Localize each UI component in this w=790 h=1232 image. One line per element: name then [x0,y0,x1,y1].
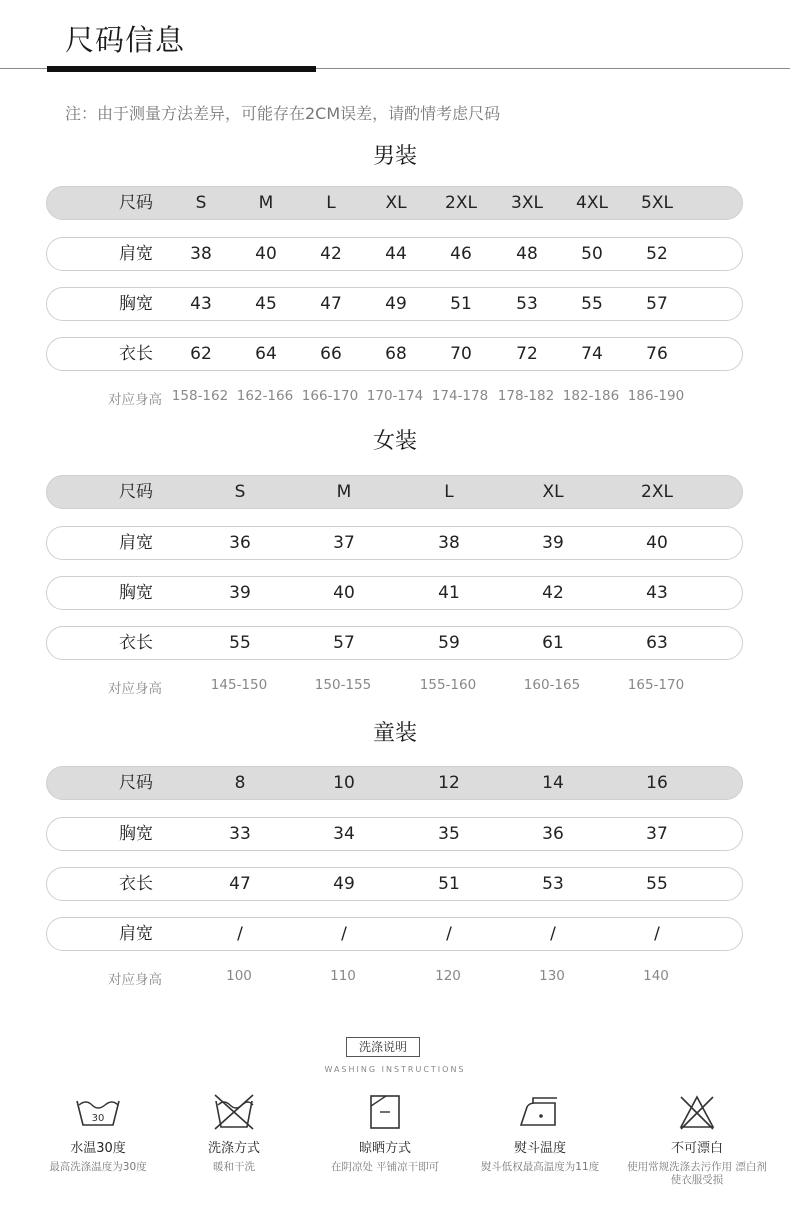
table-cell: 57 [646,294,668,314]
table-cell: 36 [229,533,251,553]
no-bleach-icon [677,1093,717,1131]
row-label: 胸宽 [119,824,153,844]
table-cell: 33 [229,824,251,844]
table-cell: 40 [255,244,277,264]
care-item-water-temp [23,1093,173,1174]
care-desc: 最高洗涤温度为30度 [49,1161,147,1173]
table-row [46,867,743,901]
height-value: 100 [226,968,252,984]
size-note: 注：由于测量方法差异，可能存在2CM误差，请酌情考虑尺码 [65,104,501,123]
table-cell: 47 [229,874,251,894]
table-cell: 43 [646,583,668,603]
size-label: M [336,482,352,502]
height-label: 对应身高 [108,392,162,408]
table-cell: / [341,924,347,944]
height-value: 130 [539,968,565,984]
care-item-bleach [622,1093,772,1187]
table-cell: / [654,924,660,944]
height-value: 110 [330,968,356,984]
size-label: 4XL [576,193,608,213]
header-accent-bar [47,66,316,72]
height-value: 155-160 [419,677,477,693]
row-label: 肩宽 [119,244,153,264]
table-cell: 55 [646,874,668,894]
size-label: L [326,193,336,213]
height-value: 162-166 [236,388,294,404]
table-cell: 38 [438,533,460,553]
height-label: 对应身高 [108,681,162,697]
height-value: 166-170 [301,388,359,404]
table-cell: 42 [542,583,564,603]
table-cell: 76 [646,344,668,364]
section-title: 女装 [372,429,417,454]
size-label: S [234,482,246,502]
table-cell: 55 [581,294,603,314]
table-cell: 49 [385,294,407,314]
height-row [46,968,743,988]
table-cell: 38 [190,244,212,264]
table-row [46,526,743,560]
table-row [46,237,743,271]
table-cell: 53 [516,294,538,314]
table-cell: 46 [450,244,472,264]
care-desc: 在阴凉处 平铺凉干即可 [330,1161,440,1173]
size-label: 5XL [641,193,673,213]
table-cell: 57 [333,633,355,653]
care-item-ironing [465,1093,615,1174]
shade-dry-icon [366,1093,404,1131]
table-cell: 42 [320,244,342,264]
table-cell: 41 [438,583,460,603]
row-label: 尺码 [119,193,153,213]
table-row [46,337,743,371]
care-desc: 熨斗低权最高温度为11度 [480,1161,600,1173]
size-label: 16 [646,773,668,793]
care-desc: 使用常规洗涤去污作用 漂白剂使衣服受损 [627,1161,767,1186]
size-label: 2XL [445,193,477,213]
table-cell: 49 [333,874,355,894]
section-title: 童装 [372,721,417,746]
table-cell: / [550,924,556,944]
table-cell: 63 [646,633,668,653]
row-label: 肩宽 [119,533,153,553]
table-cell: 66 [320,344,342,364]
size-label: S [195,193,207,213]
height-value: 170-174 [366,388,424,404]
height-row [46,677,743,697]
size-label: 14 [542,773,564,793]
table-cell: / [237,924,243,944]
section-title: 男装 [372,144,417,169]
table-cell: 68 [385,344,407,364]
row-label: 胸宽 [119,583,153,603]
care-title: 水温30度 [70,1141,126,1156]
row-label: 尺码 [119,773,153,793]
height-value: 182-186 [562,388,620,404]
row-label: 衣长 [119,633,153,653]
row-label: 胸宽 [119,294,153,314]
table-cell: 39 [542,533,564,553]
table-cell: 51 [438,874,460,894]
table-cell: 37 [333,533,355,553]
table-cell: 48 [516,244,538,264]
table-cell: 52 [646,244,668,264]
table-cell: 40 [333,583,355,603]
table-cell: 51 [450,294,472,314]
table-cell: 50 [581,244,603,264]
washing-subtitle: WASHING INSTRUCTIONS [324,1065,466,1074]
size-label: XL [385,193,407,213]
table-row [46,576,743,610]
table-header-row [46,475,743,509]
table-cell: 62 [190,344,212,364]
height-value: 120 [435,968,461,984]
no-wash-icon [212,1093,256,1131]
table-cell: 44 [385,244,407,264]
wash-temp-label: 30 [91,1113,105,1124]
size-label: 2XL [641,482,673,502]
size-label: 8 [234,773,246,793]
table-row [46,287,743,321]
table-cell: 34 [333,824,355,844]
wash-30-icon [73,1093,123,1131]
height-value: 158-162 [171,388,229,404]
care-title: 熨斗温度 [513,1141,566,1156]
table-header-row [46,186,743,220]
height-value: 174-178 [431,388,489,404]
size-label: 12 [438,773,460,793]
table-cell: 35 [438,824,460,844]
table-row [46,817,743,851]
table-cell: 64 [255,344,277,364]
row-label: 肩宽 [119,924,153,944]
row-label: 尺码 [119,482,153,502]
row-label: 衣长 [119,344,153,364]
height-row [46,388,743,408]
table-cell: 53 [542,874,564,894]
table-row [46,626,743,660]
table-cell: 40 [646,533,668,553]
table-cell: 74 [581,344,603,364]
row-label: 衣长 [119,874,153,894]
size-label: M [258,193,274,213]
height-value: 160-165 [523,677,581,693]
care-item-drying [310,1093,460,1174]
height-label: 对应身高 [108,972,162,988]
table-cell: 72 [516,344,538,364]
table-cell: 43 [190,294,212,314]
height-value: 186-190 [627,388,685,404]
washing-title: 洗涤说明 [346,1037,420,1057]
size-label: 3XL [511,193,543,213]
table-cell: 39 [229,583,251,603]
table-row [46,917,743,951]
care-title: 晾晒方式 [358,1141,411,1156]
care-title: 洗涤方式 [207,1141,260,1156]
table-cell: 59 [438,633,460,653]
height-value: 165-170 [627,677,685,693]
page-title: 尺码信息 [65,23,186,57]
table-cell: 70 [450,344,472,364]
height-value: 178-182 [497,388,555,404]
height-value: 150-155 [314,677,372,693]
table-cell: 55 [229,633,251,653]
care-item-wash-method [159,1093,309,1174]
table-cell: 45 [255,294,277,314]
table-cell: 47 [320,294,342,314]
size-label: XL [542,482,564,502]
height-value: 145-150 [210,677,268,693]
care-title: 不可漂白 [670,1141,723,1156]
care-desc: 暖和干洗 [213,1161,255,1173]
table-cell: 36 [542,824,564,844]
table-cell: 61 [542,633,564,653]
size-label: 10 [333,773,355,793]
height-value: 140 [643,968,669,984]
table-cell: / [446,924,452,944]
iron-low-icon [517,1093,563,1131]
size-label: L [444,482,454,502]
table-cell: 37 [646,824,668,844]
table-header-row [46,766,743,800]
